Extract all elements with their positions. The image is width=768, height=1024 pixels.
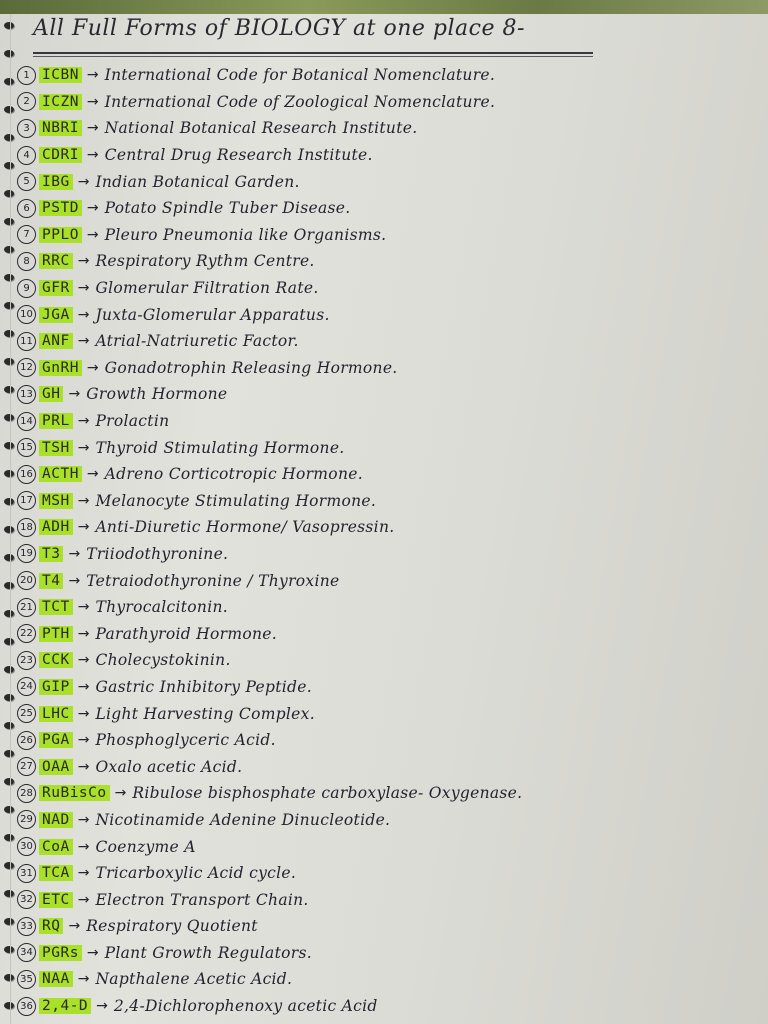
list-item xyxy=(17,700,757,727)
item-full-form: Tricarboxylic Acid cycle. xyxy=(95,864,297,883)
arrow-icon: → xyxy=(77,519,90,536)
list-item xyxy=(17,115,757,142)
arrow-icon: → xyxy=(77,599,90,616)
item-full-form: Gastric Inhibitory Peptide. xyxy=(95,677,312,696)
arrow-icon: → xyxy=(68,545,81,562)
item-full-form: Melanocyte Stimulating Hormone. xyxy=(95,491,377,510)
item-number: 36 xyxy=(17,997,36,1016)
item-number: 22 xyxy=(17,624,36,643)
item-abbreviation: GIP xyxy=(39,679,73,695)
item-number: 1 xyxy=(17,66,36,85)
list-item xyxy=(17,940,757,967)
list-item xyxy=(17,461,757,488)
list-item xyxy=(17,780,757,807)
background-foliage-strip xyxy=(0,0,768,14)
item-number: 6 xyxy=(17,199,36,218)
arrow-icon: → xyxy=(77,280,90,297)
item-full-form: National Botanical Research Institute. xyxy=(104,119,418,138)
item-number: 32 xyxy=(17,890,36,909)
item-full-form: Gonadotrophin Releasing Hormone. xyxy=(104,358,398,377)
arrow-icon: → xyxy=(77,492,90,509)
item-abbreviation: PGA xyxy=(39,732,73,748)
item-abbreviation: IBG xyxy=(39,174,73,190)
arrow-icon: → xyxy=(77,173,90,190)
item-abbreviation: LHC xyxy=(39,706,73,722)
list-item xyxy=(17,620,757,647)
list-item xyxy=(17,993,757,1020)
item-number: 8 xyxy=(17,252,36,271)
item-number: 11 xyxy=(17,332,36,351)
item-abbreviation: CoA xyxy=(39,839,73,855)
list-item xyxy=(17,567,757,594)
arrow-icon: → xyxy=(77,439,90,456)
item-number: 29 xyxy=(17,810,36,829)
item-abbreviation: TSH xyxy=(39,440,73,456)
arrow-icon: → xyxy=(114,785,127,802)
list-item xyxy=(17,222,757,249)
item-number: 24 xyxy=(17,677,36,696)
item-number: 26 xyxy=(17,731,36,750)
arrow-icon: → xyxy=(77,652,90,669)
item-abbreviation: PGRs xyxy=(39,945,82,961)
item-full-form: Indian Botanical Garden. xyxy=(95,172,300,191)
arrow-icon: → xyxy=(68,386,81,403)
arrow-icon: → xyxy=(86,67,99,84)
item-abbreviation: ADH xyxy=(39,519,73,535)
list-item xyxy=(17,328,757,355)
arrow-icon: → xyxy=(86,147,99,164)
item-full-form: Respiratory Rythm Centre. xyxy=(95,252,315,271)
item-number: 2 xyxy=(17,92,36,111)
item-full-form: Electron Transport Chain. xyxy=(95,890,309,909)
item-number: 19 xyxy=(17,544,36,563)
item-abbreviation: NBRI xyxy=(39,120,82,136)
list-item xyxy=(17,381,757,408)
item-abbreviation: 2,4-D xyxy=(39,998,91,1014)
arrow-icon: → xyxy=(77,971,90,988)
title-underline xyxy=(33,52,593,54)
item-abbreviation: RRC xyxy=(39,253,73,269)
item-number: 16 xyxy=(17,465,36,484)
list-item xyxy=(17,753,757,780)
full-forms-list xyxy=(17,62,757,1019)
item-full-form: International Code of Zoological Nomenclature. xyxy=(104,92,496,111)
item-full-form: 2,4-Dichlorophenoxy acetic Acid xyxy=(113,997,378,1016)
item-abbreviation: NAA xyxy=(39,971,73,987)
item-number: 14 xyxy=(17,412,36,431)
item-number: 13 xyxy=(17,385,36,404)
arrow-icon: → xyxy=(77,732,90,749)
arrow-icon: → xyxy=(77,413,90,430)
item-full-form: Coenzyme A xyxy=(95,837,196,856)
item-full-form: Atrial-Natriuretic Factor. xyxy=(95,332,299,351)
arrow-icon: → xyxy=(77,838,90,855)
item-abbreviation: CDRI xyxy=(39,147,82,163)
item-number: 27 xyxy=(17,757,36,776)
item-abbreviation: PPLO xyxy=(39,227,82,243)
item-abbreviation: JGA xyxy=(39,307,73,323)
arrow-icon: → xyxy=(96,998,108,1015)
item-full-form: Thyrocalcitonin. xyxy=(95,598,228,617)
item-full-form: International Code for Botanical Nomenclature. xyxy=(104,66,496,85)
item-abbreviation: RuBisCo xyxy=(39,785,110,801)
item-abbreviation: TCA xyxy=(39,865,73,881)
item-abbreviation: PTH xyxy=(39,626,73,642)
item-full-form: Ribulose bisphosphate carboxylase- Oxygenase. xyxy=(132,784,523,803)
item-number: 20 xyxy=(17,571,36,590)
item-full-form: Phosphoglyceric Acid. xyxy=(95,731,276,750)
item-abbreviation: GH xyxy=(39,386,63,402)
item-full-form: Prolactin xyxy=(95,412,170,431)
title-underline-second xyxy=(33,56,593,57)
item-number: 4 xyxy=(17,146,36,165)
item-number: 10 xyxy=(17,305,36,324)
list-item xyxy=(17,647,757,674)
item-full-form: Glomerular Filtration Rate. xyxy=(95,279,319,298)
item-number: 17 xyxy=(17,491,36,510)
arrow-icon: → xyxy=(86,944,99,961)
arrow-icon: → xyxy=(77,705,90,722)
item-number: 15 xyxy=(17,438,36,457)
item-full-form: Triiodothyronine. xyxy=(86,544,229,563)
arrow-icon: → xyxy=(77,758,90,775)
list-item xyxy=(17,408,757,435)
arrow-icon: → xyxy=(77,306,90,323)
list-item xyxy=(17,275,757,302)
item-abbreviation: GnRH xyxy=(39,360,82,376)
item-abbreviation: T4 xyxy=(39,573,63,589)
item-abbreviation: ANF xyxy=(39,333,73,349)
arrow-icon: → xyxy=(77,253,90,270)
item-full-form: Cholecystokinin. xyxy=(95,651,231,670)
item-abbreviation: ICBN xyxy=(39,67,82,83)
item-number: 23 xyxy=(17,651,36,670)
item-number: 12 xyxy=(17,358,36,377)
arrow-icon: → xyxy=(86,359,99,376)
arrow-icon: → xyxy=(86,200,99,217)
item-full-form: Thyroid Stimulating Hormone. xyxy=(95,438,345,457)
item-abbreviation: PSTD xyxy=(39,200,82,216)
list-item xyxy=(17,514,757,541)
list-item xyxy=(17,355,757,382)
list-item xyxy=(17,434,757,461)
list-item xyxy=(17,62,757,89)
item-abbreviation: PRL xyxy=(39,413,73,429)
list-item xyxy=(17,89,757,116)
arrow-icon: → xyxy=(77,865,90,882)
item-number: 28 xyxy=(17,784,36,803)
list-item xyxy=(17,168,757,195)
item-abbreviation: CCK xyxy=(39,652,73,668)
item-full-form: Potato Spindle Tuber Disease. xyxy=(104,199,351,218)
arrow-icon: → xyxy=(86,93,99,110)
item-full-form: Central Drug Research Institute. xyxy=(104,146,373,165)
item-abbreviation: OAA xyxy=(39,759,73,775)
item-number: 34 xyxy=(17,943,36,962)
item-full-form: Napthalene Acetic Acid. xyxy=(95,970,293,989)
item-number: 30 xyxy=(17,837,36,856)
list-item xyxy=(17,248,757,275)
list-item xyxy=(17,541,757,568)
item-full-form: Respiratory Quotient xyxy=(86,917,258,936)
arrow-icon: → xyxy=(68,918,81,935)
item-abbreviation: ACTH xyxy=(39,466,82,482)
item-abbreviation: RQ xyxy=(39,918,63,934)
list-item xyxy=(17,142,757,169)
list-item xyxy=(17,301,757,328)
item-full-form: Oxalo acetic Acid. xyxy=(95,757,243,776)
item-full-form: Parathyroid Hormone. xyxy=(95,624,277,643)
page-title: All Full Forms of BIOLOGY at one place 8- xyxy=(33,16,525,41)
list-item xyxy=(17,727,757,754)
item-full-form: Growth Hormone xyxy=(86,385,228,404)
notebook-page xyxy=(10,14,768,1024)
arrow-icon: → xyxy=(77,811,90,828)
list-item xyxy=(17,594,757,621)
item-abbreviation: GFR xyxy=(39,280,73,296)
item-number: 18 xyxy=(17,518,36,537)
list-item xyxy=(17,860,757,887)
item-number: 5 xyxy=(17,172,36,191)
item-full-form: Anti-Diuretic Hormone/ Vasopressin. xyxy=(95,518,395,537)
item-full-form: Pleuro Pneumonia like Organisms. xyxy=(104,225,387,244)
list-item xyxy=(17,913,757,940)
list-item xyxy=(17,674,757,701)
item-number: 25 xyxy=(17,704,36,723)
item-abbreviation: MSH xyxy=(39,493,73,509)
item-number: 9 xyxy=(17,279,36,298)
item-abbreviation: ICZN xyxy=(39,94,82,110)
item-full-form: Tetraiodothyronine / Thyroxine xyxy=(86,571,340,590)
list-item xyxy=(17,807,757,834)
arrow-icon: → xyxy=(77,891,90,908)
item-number: 7 xyxy=(17,225,36,244)
arrow-icon: → xyxy=(77,625,90,642)
item-full-form: Nicotinamide Adenine Dinucleotide. xyxy=(95,810,391,829)
list-item xyxy=(17,886,757,913)
arrow-icon: → xyxy=(86,466,99,483)
arrow-icon: → xyxy=(77,333,90,350)
list-item xyxy=(17,488,757,515)
item-full-form: Plant Growth Regulators. xyxy=(104,943,312,962)
item-abbreviation: NAD xyxy=(39,812,73,828)
item-number: 35 xyxy=(17,970,36,989)
list-item xyxy=(17,195,757,222)
item-abbreviation: ETC xyxy=(39,892,73,908)
list-item xyxy=(17,966,757,993)
arrow-icon: → xyxy=(77,678,90,695)
arrow-icon: → xyxy=(86,120,99,137)
item-full-form: Juxta-Glomerular Apparatus. xyxy=(95,305,330,324)
item-number: 3 xyxy=(17,119,36,138)
item-number: 21 xyxy=(17,598,36,617)
list-item xyxy=(17,833,757,860)
item-abbreviation: TCT xyxy=(39,599,73,615)
item-full-form: Adreno Corticotropic Hormone. xyxy=(104,465,363,484)
item-full-form: Light Harvesting Complex. xyxy=(95,704,315,723)
arrow-icon: → xyxy=(68,572,81,589)
arrow-icon: → xyxy=(86,226,99,243)
item-number: 31 xyxy=(17,864,36,883)
item-number: 33 xyxy=(17,917,36,936)
item-abbreviation: T3 xyxy=(39,546,63,562)
